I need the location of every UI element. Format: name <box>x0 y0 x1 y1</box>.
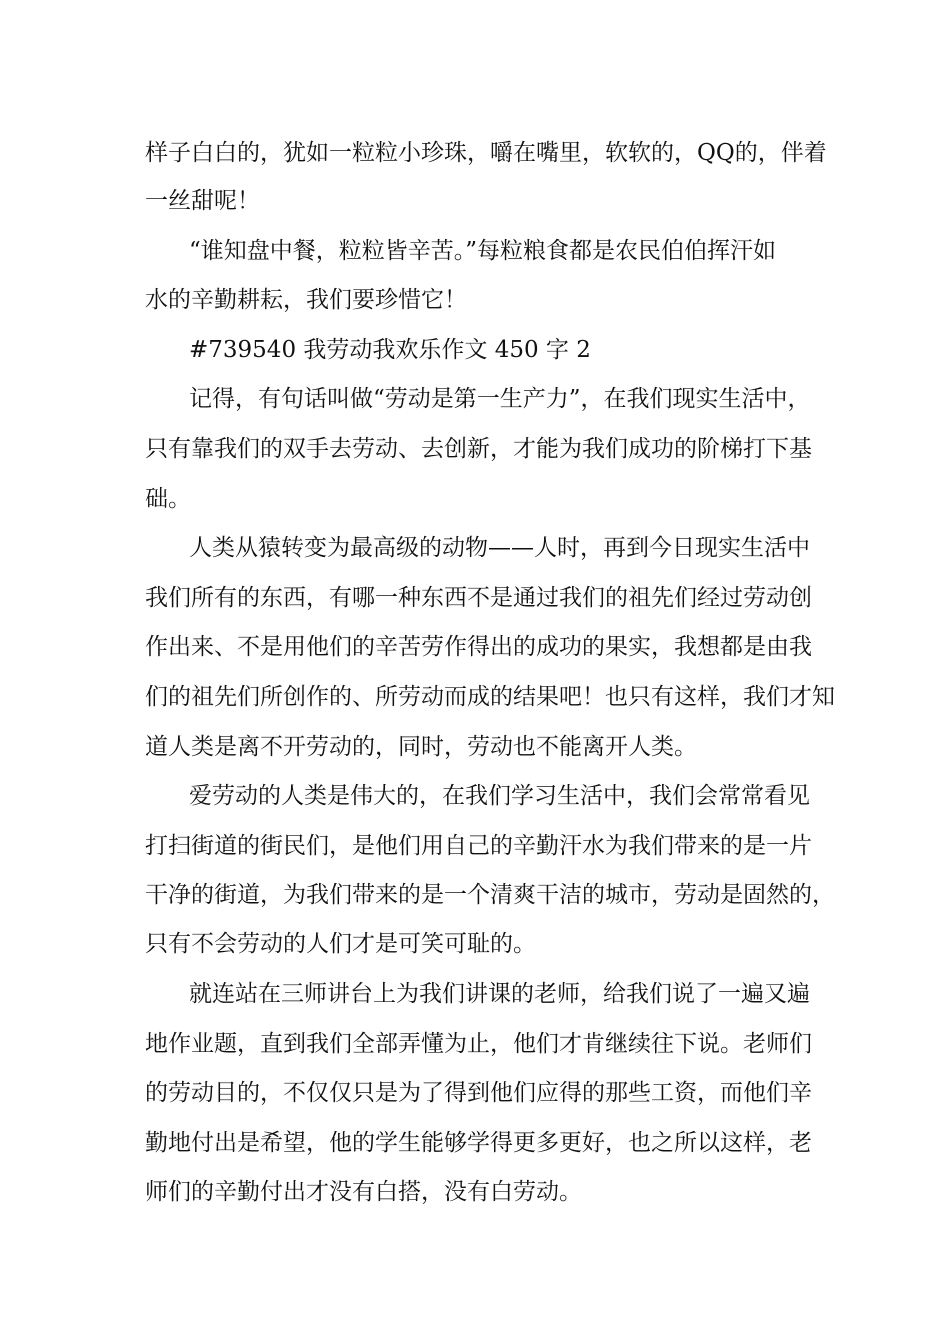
body-text-line: 的劳动目的，不仅仅只是为了得到他们应得的那些工资，而他们辛 <box>145 1080 812 1106</box>
body-text-line: 础。 <box>145 486 191 512</box>
body-text-line: 记得，有句话叫做“劳动是第一生产力”，在我们现实生活中， <box>189 386 811 412</box>
body-text-line: 人类从猿转变为最高级的动物——人时，再到今日现实生活中 <box>189 535 810 561</box>
body-text-line: 勤地付出是希望，他的学生能够学得更多更好，也之所以这样，老 <box>145 1130 812 1156</box>
body-text-line: 爱劳动的人类是伟大的，在我们学习生活中，我们会常常看见 <box>189 783 810 809</box>
body-text-line: 一丝甜呢！ <box>145 188 260 214</box>
body-text-line: 道人类是离不开劳动的，同时，劳动也不能离开人类。 <box>145 734 697 760</box>
body-text-line: 打扫街道的街民们，是他们用自己的辛勤汗水为我们带来的是一片 <box>145 833 812 859</box>
body-text-line: 就连站在三师讲台上为我们讲课的老师，给我们说了一遍又遍 <box>189 981 810 1007</box>
body-text-line: 师们的辛勤付出才没有白搭，没有白劳动。 <box>145 1179 582 1205</box>
body-text-line: 只有不会劳动的人们才是可笑可耻的。 <box>145 931 536 957</box>
body-text-line: 我们所有的东西，有哪一种东西不是通过我们的祖先们经过劳动创 <box>145 585 812 611</box>
body-text-line: 只有靠我们的双手去劳动、去创新，才能为我们成功的阶梯打下基 <box>145 436 812 462</box>
body-text-line: 水的辛勤耕耘，我们要珍惜它！ <box>145 287 467 313</box>
body-text-line: 干净的街道，为我们带来的是一个清爽干洁的城市，劳动是固然的， <box>145 882 835 908</box>
body-text-line: 样子白白的，犹如一粒粒小珍珠，嚼在嘴里，软软的，QQ的，伴着 <box>145 140 827 166</box>
section-heading: #739540 我劳动我欢乐作文 450 字 2 <box>189 337 591 363</box>
body-text-line: “谁知盘中餐，粒粒皆辛苦。”每粒粮食都是农民伯伯挥汗如 <box>189 238 777 264</box>
body-text-line: 们的祖先们所创作的、所劳动而成的结果吧！也只有这样，我们才知 <box>145 684 835 710</box>
body-text-line: 地作业题，直到我们全部弄懂为止，他们才肯继续往下说。老师们 <box>145 1031 812 1057</box>
body-text-line: 作出来、不是用他们的辛苦劳作得出的成功的果实，我想都是由我 <box>145 634 812 660</box>
